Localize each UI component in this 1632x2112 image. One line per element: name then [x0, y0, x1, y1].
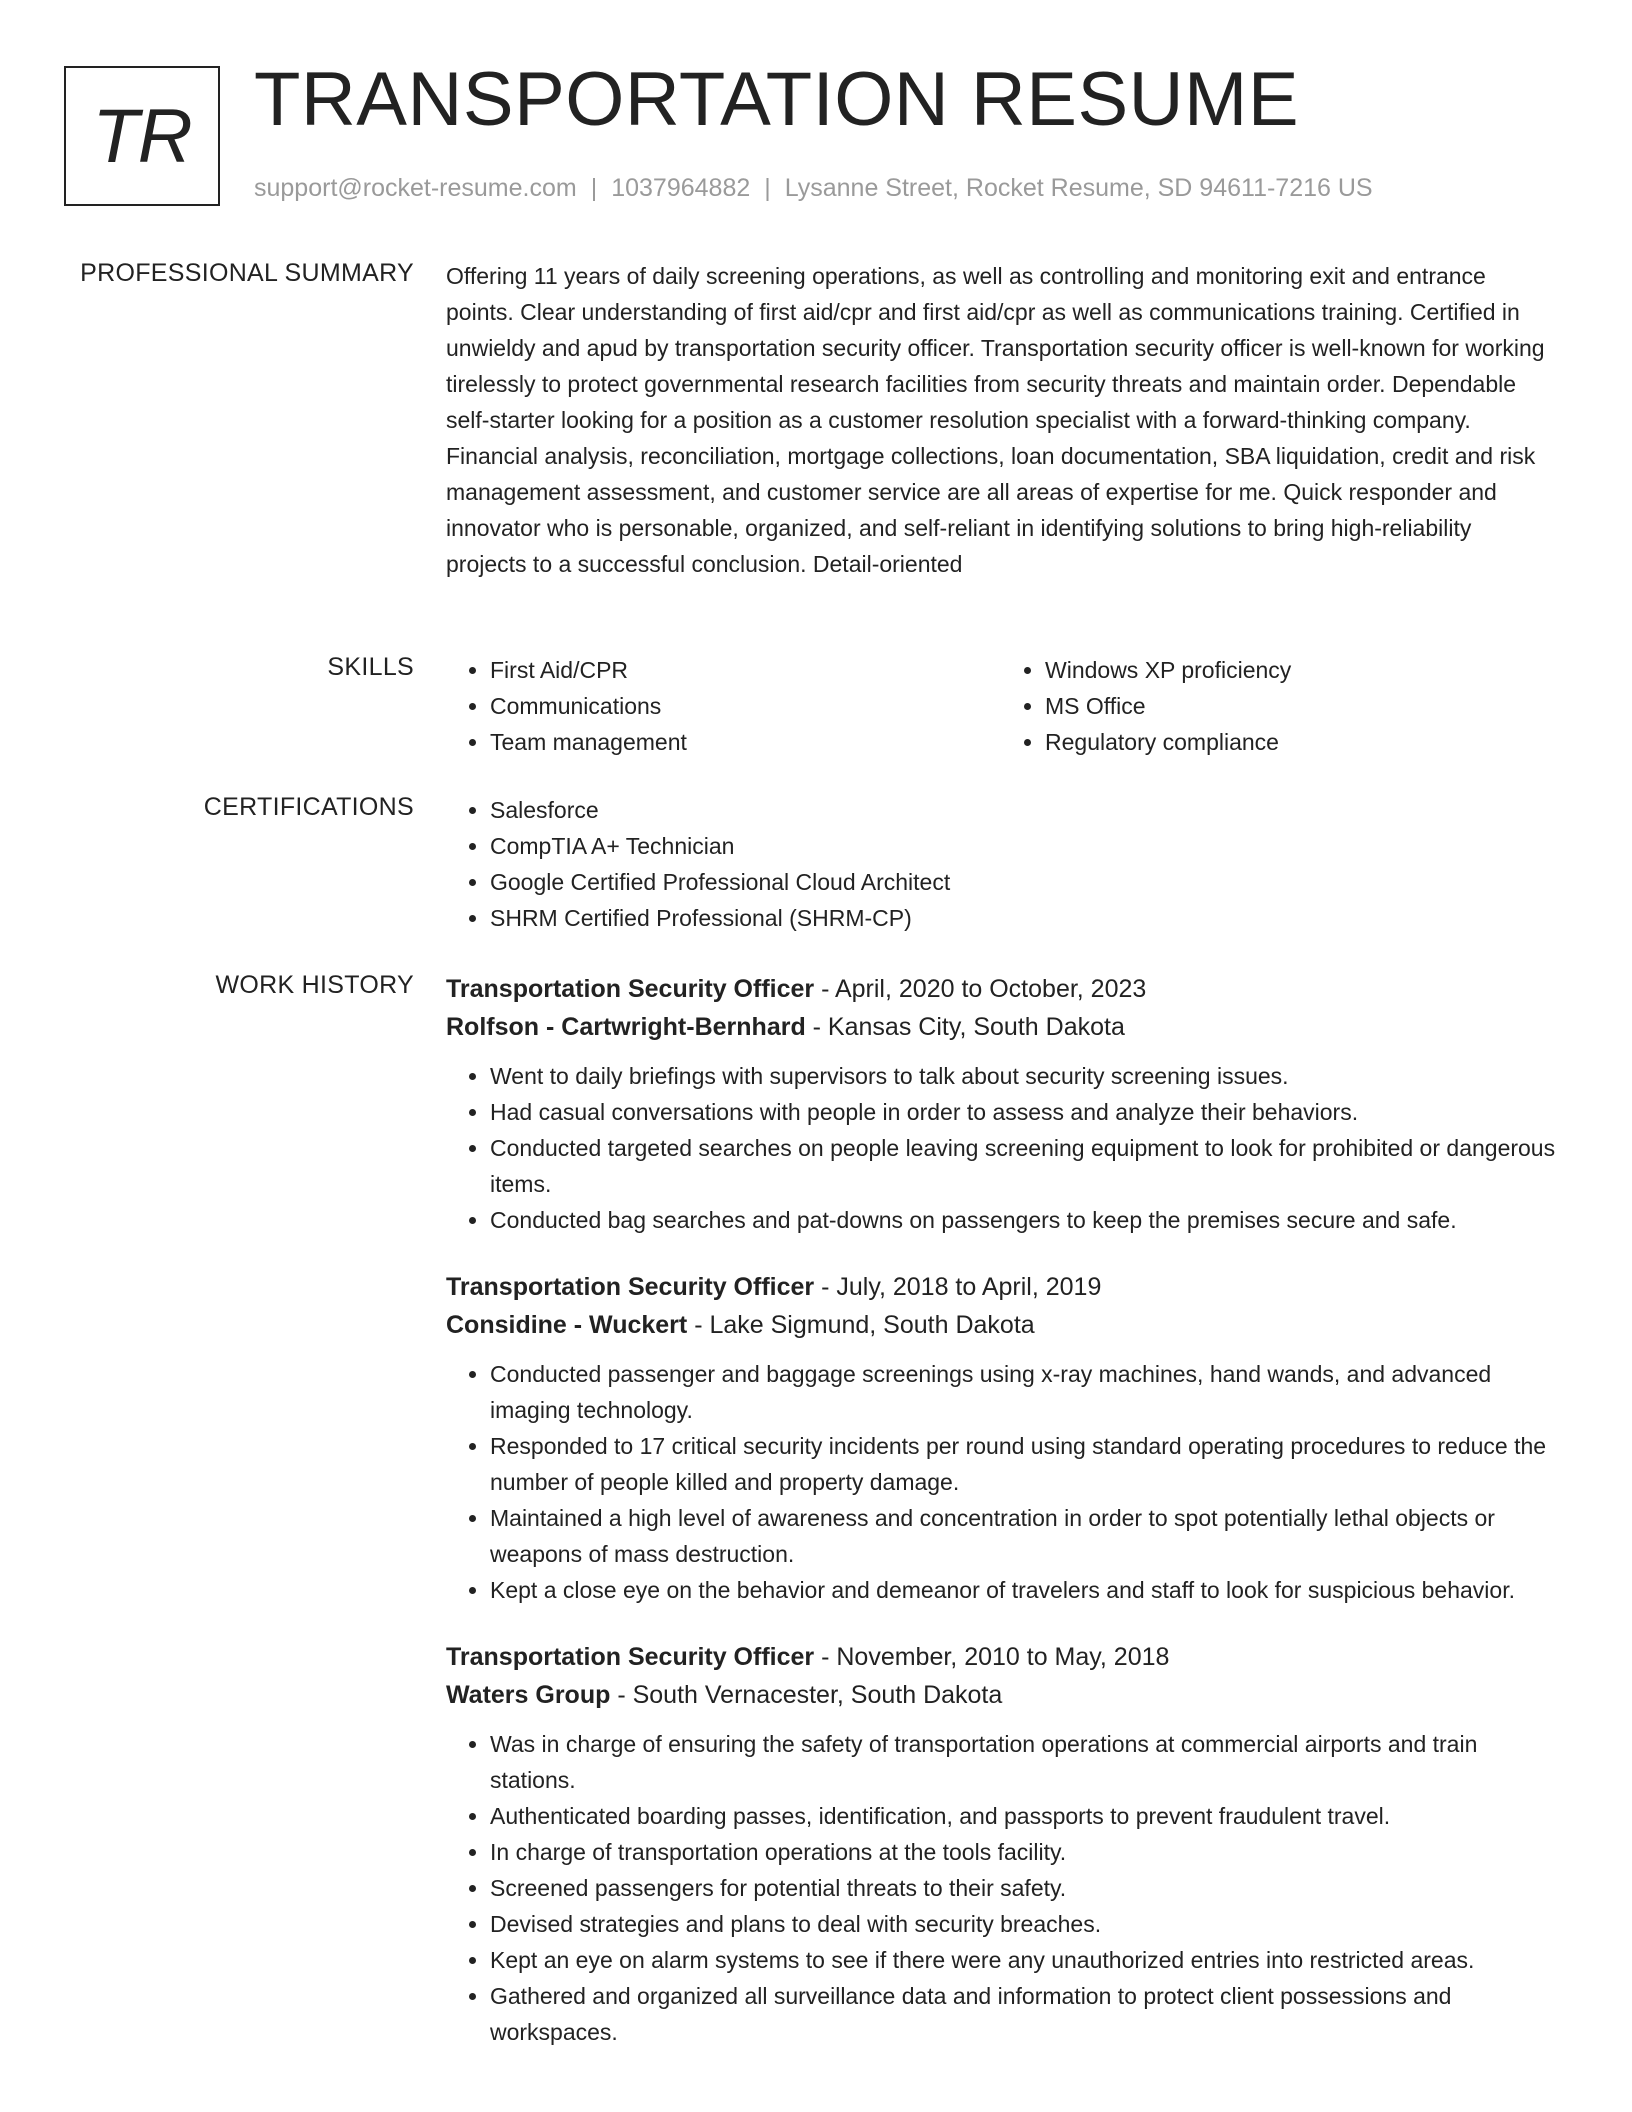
job-title: Transportation Security Officer — [446, 1273, 815, 1301]
job-company-line — [446, 1676, 1556, 1714]
skills-heading: SKILLS — [327, 653, 414, 681]
certifications-heading: CERTIFICATIONS — [203, 793, 414, 821]
skill-item: • Windows XP proficiency — [1045, 652, 1556, 688]
job-bullet: • Kept a close eye on the behavior and demeanor of travelers and staff to look for suspicious behavior. — [490, 1572, 1556, 1608]
contact-phone: 1037964882 — [611, 174, 751, 202]
skills-body — [446, 652, 1556, 760]
summary-text: Offering 11 years of daily screening operations, as well as controlling and monitoring exit and entrance points. Clear understanding of first aid/cpr and first aid/cpr as well as communications training. Certified in unwieldy and apud by transportation security officer. Transportation security officer is well-known for working tirelessly to protect governmental research facilities from security threats and maintain order. Dependable self-starter looking for a position as a customer resolution specialist with a forward-thinking company. Financial analysis, reconciliation, mortgage collections, loan documentation, SBA liquidation, credit and risk management assessment, and customer service are all areas of expertise for me. Quick responder and innovator who is personable, organized, and self-reliant in identifying solutions to bring high-reliability projects to a successful conclusion. Detail-oriented — [446, 263, 1545, 577]
job-company-line — [446, 1306, 1556, 1344]
job-title-line — [446, 1638, 1556, 1676]
contact-email: support@rocket-resume.com — [254, 174, 577, 202]
job-bullet: • Conducted passenger and baggage screenings using x-ray machines, hand wands, and advanced imaging technology. — [490, 1356, 1556, 1428]
job-bullet: • Gathered and organized all surveillance data and information to protect client possessions and workspaces. — [490, 1978, 1556, 2050]
summary-heading: PROFESSIONAL SUMMARY — [80, 259, 414, 287]
job-bullet: • Screened passengers for potential threats to their safety. — [490, 1870, 1556, 1906]
job-bullets — [446, 1726, 1556, 2050]
resume-title: TRANSPORTATION RESUME — [254, 57, 1300, 142]
job-dates: - April, 2020 to October, 2023 — [814, 975, 1147, 1003]
contact-separator: | — [764, 174, 771, 202]
skill-item: • MS Office — [1045, 688, 1556, 724]
job-bullet: • Maintained a high level of awareness and concentration in order to spot potentially lethal objects or weapons of mass destruction. — [490, 1500, 1556, 1572]
job-bullet: • Responded to 17 critical security incidents per round using standard operating procedures to reduce the number of people killed and property damage. — [490, 1428, 1556, 1500]
job-bullet: • Kept an eye on alarm systems to see if there were any unauthorized entries into restricted areas. — [490, 1942, 1556, 1978]
certifications-list — [446, 792, 1556, 936]
certifications-body — [446, 792, 1556, 936]
contact-separator: | — [590, 174, 598, 202]
job-title: Transportation Security Officer — [446, 1643, 815, 1671]
job-title-line — [446, 970, 1556, 1008]
certification-item: • CompTIA A+ Technician — [490, 828, 1556, 864]
skill-item: • Communications — [490, 688, 1001, 724]
skill-item: • Regulatory compliance — [1045, 724, 1556, 760]
skill-item: • Team management — [490, 724, 1001, 760]
job-location: - Lake Sigmund, South Dakota — [687, 1311, 1035, 1339]
job-title: Transportation Security Officer — [446, 975, 815, 1003]
certification-item: • SHRM Certified Professional (SHRM-CP) — [490, 900, 1556, 936]
job-bullets — [446, 1356, 1556, 1608]
summary-body — [446, 258, 1556, 582]
contact-address: Lysanne Street, Rocket Resume, SD 94611-7216 US — [784, 174, 1373, 202]
job-entry — [446, 1268, 1556, 1608]
certification-item: • Salesforce — [490, 792, 1556, 828]
job-location: - Kansas City, South Dakota — [805, 1013, 1125, 1041]
job-bullet: • Conducted targeted searches on people leaving screening equipment to look for prohibited or dangerous items. — [490, 1130, 1556, 1202]
job-bullet: • Went to daily briefings with supervisors to talk about security screening issues. — [490, 1058, 1556, 1094]
job-company: Rolfson - Cartwright-Bernhard — [446, 1013, 806, 1041]
job-bullet: • Had casual conversations with people in order to assess and analyze their behaviors. — [490, 1094, 1556, 1130]
job-title-line — [446, 1268, 1556, 1306]
work-history-body — [446, 970, 1556, 2080]
job-entry — [446, 1638, 1556, 2050]
job-bullet: • In charge of transportation operations at the tools facility. — [490, 1834, 1556, 1870]
job-company-line — [446, 1008, 1556, 1046]
job-dates: - July, 2018 to April, 2019 — [814, 1273, 1102, 1301]
job-bullet: • Authenticated boarding passes, identification, and passports to prevent fraudulent travel. — [490, 1798, 1556, 1834]
contact-line — [254, 174, 1373, 203]
job-entry — [446, 970, 1556, 1238]
skill-item: • First Aid/CPR — [490, 652, 1001, 688]
monogram-logo: TR — [64, 66, 220, 206]
job-dates: - November, 2010 to May, 2018 — [814, 1643, 1170, 1671]
job-company: Waters Group — [446, 1681, 611, 1709]
work-history-heading: WORK HISTORY — [215, 971, 414, 999]
skills-list-right — [1001, 652, 1556, 760]
skills-list-left — [446, 652, 1001, 760]
job-bullets — [446, 1058, 1556, 1238]
job-location: - South Vernacester, South Dakota — [610, 1681, 1003, 1709]
job-bullet: • Conducted bag searches and pat-downs on passengers to keep the premises secure and safe. — [490, 1202, 1556, 1238]
job-bullet: • Devised strategies and plans to deal with security breaches. — [490, 1906, 1556, 1942]
certification-item: • Google Certified Professional Cloud Architect — [490, 864, 1556, 900]
job-bullet: • Was in charge of ensuring the safety of transportation operations at commercial airports and train stations. — [490, 1726, 1556, 1798]
job-company: Considine - Wuckert — [446, 1311, 688, 1339]
